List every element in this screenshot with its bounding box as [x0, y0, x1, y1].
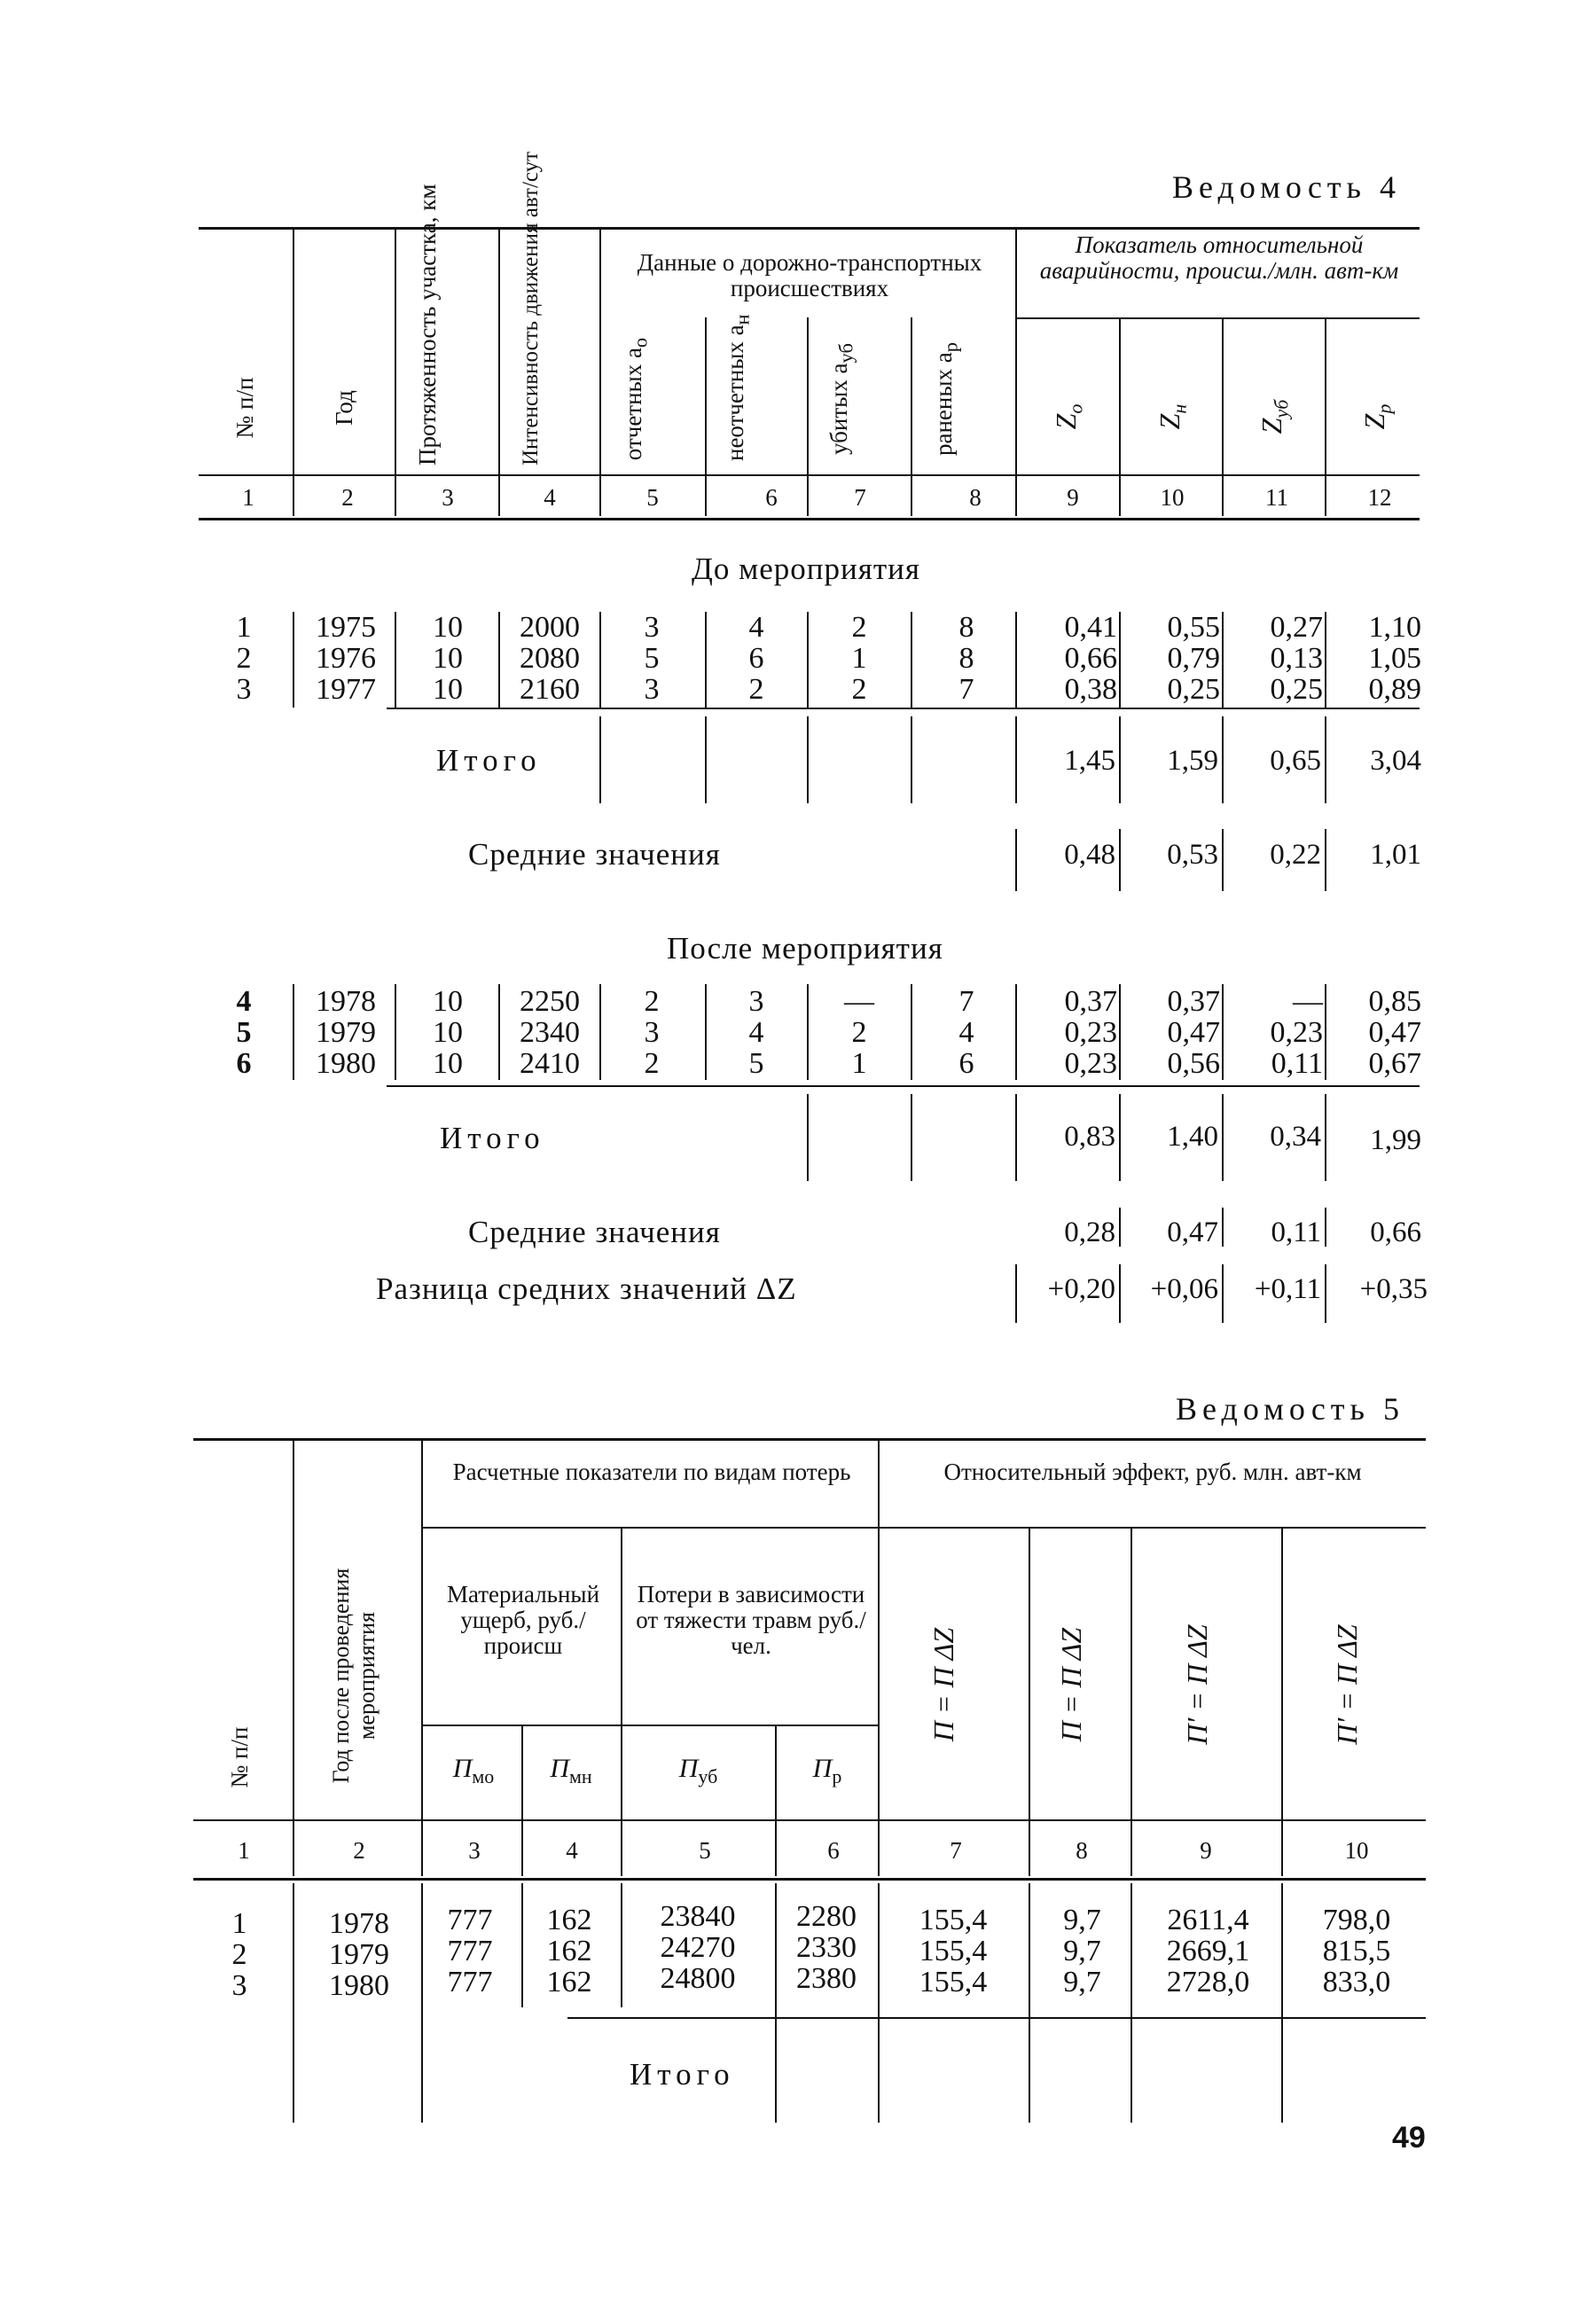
- cell: 8: [958, 642, 974, 675]
- cell: 3: [748, 985, 764, 1018]
- v4-section-before: До мероприятия: [692, 551, 920, 586]
- v5-col-year-header: [328, 1538, 379, 1813]
- v5-col-pub-header: [625, 1754, 771, 1788]
- cell: 0,79: [1167, 642, 1220, 675]
- cell: —: [1293, 985, 1323, 1018]
- cell: 24800: [660, 1962, 736, 1995]
- v4-title: Ведомость 4: [1172, 169, 1401, 205]
- v4-col-z0-sub: o: [1064, 403, 1087, 414]
- cell: 777: [447, 1935, 493, 1967]
- cell: 1: [851, 1047, 867, 1080]
- v4-after-avg-z0: 0,28: [1064, 1216, 1115, 1248]
- cell: 4: [236, 985, 252, 1018]
- v4-after-total-zr: 1,99: [1370, 1124, 1421, 1156]
- v4-before-total-label: Итого: [436, 743, 542, 778]
- v4-before-avg-label: Средние значения: [468, 837, 721, 872]
- cell: 5: [748, 1047, 764, 1080]
- v5-col-pmo-text: П: [452, 1754, 473, 1783]
- v4-col-zub-text: Z: [1256, 418, 1287, 434]
- v5-col-year-text: Год после проведения мероприятия: [328, 1568, 379, 1784]
- cell: 0,55: [1167, 611, 1220, 644]
- cell: 1975: [316, 611, 376, 644]
- cell: 6: [958, 1047, 974, 1080]
- v5-col-pmo-sub: мо: [472, 1765, 495, 1787]
- cell: 2410: [520, 1047, 580, 1080]
- cell: 0,25: [1270, 673, 1323, 706]
- cell: 7: [958, 985, 974, 1018]
- v4-colnum: 2: [341, 484, 354, 511]
- cell: 2: [748, 673, 764, 706]
- cell: 0,56: [1167, 1047, 1220, 1080]
- cell: 5: [644, 642, 660, 675]
- v4-col-zr-sub: р: [1373, 403, 1396, 414]
- cell: 1979: [329, 1938, 389, 1971]
- v5-group-eff-header: Относительный эффект, руб. млн. авт-км: [943, 1459, 1362, 1485]
- v4-colnum: 5: [646, 484, 659, 511]
- cell: 10: [433, 611, 463, 644]
- v4-after-avg-zub: 0,11: [1271, 1216, 1321, 1248]
- v4-after-total-label: Итого: [440, 1121, 545, 1155]
- cell: 155,4: [919, 1966, 988, 1998]
- v5-colnum: 6: [827, 1837, 840, 1864]
- cell: 1977: [316, 673, 376, 706]
- v4-group-dtp-header: Данные о дорожно-транспортных происшествиях: [637, 249, 982, 301]
- v5-col-n-header: № п/п: [226, 1726, 253, 1788]
- v4-col-aub-sub: уб: [834, 343, 857, 364]
- cell: 0,27: [1270, 611, 1323, 644]
- cell: 10: [433, 985, 463, 1018]
- cell: 9,7: [1063, 1904, 1101, 1936]
- v5-colnum: 8: [1076, 1837, 1088, 1864]
- cell: 155,4: [919, 1904, 988, 1936]
- cell: 4: [748, 1016, 764, 1049]
- cell: 1: [231, 1907, 247, 1940]
- v5-col-pmn-text: П: [550, 1754, 569, 1783]
- v4-diff-z0: +0,20: [1047, 1273, 1115, 1305]
- cell: 0,47: [1368, 1016, 1421, 1049]
- v5-col-e4-header: П′ = П ΔZ: [1331, 1624, 1363, 1745]
- v4-colnum: 7: [854, 484, 866, 511]
- v5-loss-header: Потери в зависимости от тяжести травм руб./чел.: [636, 1581, 866, 1659]
- cell: 2611,4: [1167, 1904, 1249, 1936]
- cell: 10: [433, 1016, 463, 1049]
- v4-colnum: 4: [544, 484, 556, 511]
- v5-colnum: 3: [468, 1837, 481, 1864]
- cell: 2340: [520, 1016, 580, 1049]
- v4-col-an-text: неотчетных a: [722, 325, 748, 461]
- cell: 0,89: [1368, 673, 1421, 706]
- v5-colnum: 1: [238, 1837, 250, 1864]
- cell: 3: [644, 611, 660, 644]
- cell: 1978: [329, 1907, 389, 1940]
- v4-col-a0-text: отчетных a: [620, 348, 646, 461]
- cell: 777: [447, 1966, 493, 1998]
- v4-colnum: 10: [1160, 484, 1185, 511]
- v4-before-avg-zr: 1,01: [1370, 839, 1421, 871]
- v5-col-e1-header: П = П ΔZ: [927, 1627, 959, 1742]
- v4-colnum: 12: [1367, 484, 1392, 511]
- cell: 2330: [796, 1931, 857, 1964]
- cell: 2: [644, 985, 660, 1018]
- cell: 2: [644, 1047, 660, 1080]
- v5-total-label: Итого: [630, 2057, 735, 2092]
- cell: 0,85: [1368, 985, 1421, 1018]
- v4-before-total-zn: 1,59: [1167, 745, 1218, 777]
- v5-col-pub-text: П: [678, 1754, 699, 1783]
- v4-col-length-header: [414, 184, 441, 465]
- cell: 777: [447, 1904, 493, 1936]
- cell: 2: [851, 1016, 867, 1049]
- v5-title: Ведомость 5: [1176, 1391, 1404, 1427]
- cell: 2728,0: [1166, 1966, 1250, 1998]
- v4-colnum: 11: [1265, 484, 1288, 511]
- cell: 2280: [796, 1900, 857, 1933]
- v4-colnum: 3: [442, 484, 454, 511]
- v4-col-z0-text: Z: [1050, 413, 1082, 430]
- v5-col-e3-header: П′ = П ΔZ: [1181, 1624, 1213, 1745]
- cell: 1980: [329, 1969, 389, 2002]
- v4-before-avg-zn: 0,53: [1167, 839, 1218, 871]
- v4-colnum: 6: [765, 484, 778, 511]
- cell: 0,37: [1064, 985, 1117, 1018]
- v4-col-a0-sub: o: [629, 337, 652, 348]
- v5-colnum: 7: [950, 1837, 962, 1864]
- v4-diff-label: Разница средних значений ΔZ: [376, 1271, 797, 1306]
- cell: 0,13: [1270, 642, 1323, 675]
- cell: 0,67: [1368, 1047, 1421, 1080]
- cell: 1976: [316, 642, 376, 675]
- v4-col-zn-header: [1154, 377, 1192, 457]
- v5-colnum: 2: [353, 1837, 365, 1864]
- v4-col-aub-text: убитых a: [825, 363, 852, 455]
- v4-after-avg-label: Средние значения: [468, 1215, 721, 1249]
- v4-after-total-zub: 0,34: [1270, 1121, 1321, 1153]
- cell: 798,0: [1322, 1904, 1391, 1936]
- v4-col-ar-header: [931, 337, 963, 461]
- cell: 2380: [796, 1962, 857, 1995]
- v4-before-total-zr: 3,04: [1370, 745, 1421, 777]
- cell: 2000: [520, 611, 580, 644]
- v5-col-pr-header: [778, 1754, 876, 1788]
- cell: 9,7: [1063, 1935, 1101, 1967]
- cell: 2: [236, 642, 252, 675]
- cell: 2250: [520, 985, 580, 1018]
- v5-colnum: 9: [1200, 1837, 1212, 1864]
- v5-group-calc-header: Расчетные показатели по видам потерь: [452, 1459, 851, 1485]
- v5-col-pr-text: П: [812, 1754, 833, 1783]
- cell: 162: [546, 1966, 592, 1998]
- v4-col-a0-header: [621, 337, 653, 461]
- v4-col-ar-sub: р: [939, 342, 962, 353]
- cell: 4: [748, 611, 764, 644]
- v4-col-year-header: Год: [331, 390, 357, 426]
- cell: 23840: [660, 1900, 736, 1933]
- v4-col-intensity-header: [518, 151, 544, 465]
- v4-col-z0-header: [1050, 377, 1088, 457]
- v4-section-after: После мероприятия: [667, 931, 943, 966]
- v4-diff-zn: +0,06: [1150, 1273, 1218, 1305]
- v4-after-total-z0: 0,83: [1064, 1121, 1115, 1153]
- cell: 0,66: [1064, 642, 1117, 675]
- cell: 0,37: [1167, 985, 1220, 1018]
- cell: 2669,1: [1166, 1935, 1250, 1967]
- v4-col-aub-header: [826, 337, 858, 461]
- cell: 6: [236, 1047, 252, 1080]
- cell: 1,10: [1368, 611, 1421, 644]
- v4-before-avg-zub: 0,22: [1270, 839, 1321, 871]
- v5-col-pub-sub: уб: [698, 1765, 718, 1787]
- v4-group-index-header: Показатель относительной аварийности, происш./млн. авт-км: [1039, 231, 1399, 284]
- v5-colnum: 5: [699, 1837, 711, 1864]
- cell: 2160: [520, 673, 580, 706]
- v5-col-e2-header: П = П ΔZ: [1055, 1627, 1087, 1742]
- cell: 8: [958, 611, 974, 644]
- v4-col-zub-header: [1256, 377, 1294, 457]
- v4-col-zub-sub: уб: [1270, 399, 1293, 418]
- cell: 9,7: [1063, 1966, 1101, 1998]
- v4-diff-zub: +0,11: [1254, 1273, 1321, 1305]
- cell: 7: [958, 673, 974, 706]
- cell: 3: [231, 1969, 247, 2002]
- cell: 0,41: [1064, 611, 1117, 644]
- cell: 1979: [316, 1016, 376, 1049]
- v4-after-avg-zn: 0,47: [1167, 1216, 1218, 1248]
- cell: 6: [748, 642, 764, 675]
- cell: 4: [958, 1016, 974, 1049]
- cell: 5: [236, 1016, 252, 1049]
- cell: 0,23: [1270, 1016, 1323, 1049]
- v4-diff-zr: +0,35: [1359, 1273, 1428, 1305]
- v5-col-pmn-header: [525, 1754, 617, 1788]
- cell: 0,38: [1064, 673, 1117, 706]
- cell: 155,4: [919, 1935, 988, 1967]
- cell: 815,5: [1322, 1935, 1391, 1967]
- cell: 2: [231, 1938, 247, 1971]
- v4-col-an-sub: н: [731, 314, 754, 325]
- cell: 162: [546, 1935, 592, 1967]
- cell: 1978: [316, 985, 376, 1018]
- cell: 162: [546, 1904, 592, 1936]
- cell: 833,0: [1322, 1966, 1391, 1998]
- cell: 3: [236, 673, 252, 706]
- cell: 2080: [520, 642, 580, 675]
- v4-col-zr-text: Z: [1358, 413, 1390, 430]
- v5-col-pr-sub: р: [832, 1765, 842, 1787]
- cell: 10: [433, 1047, 463, 1080]
- cell: 1980: [316, 1047, 376, 1080]
- v4-col-intensity-text: Интенсивность движения авт/сут: [519, 151, 543, 465]
- v4-col-zn-text: Z: [1154, 413, 1185, 430]
- v4-col-zn-sub: н: [1168, 403, 1191, 414]
- cell: 0,11: [1271, 1047, 1323, 1080]
- v4-col-length-text: Протяженность участка, км: [414, 184, 441, 465]
- cell: 0,23: [1064, 1047, 1117, 1080]
- v4-colnum: 8: [969, 484, 982, 511]
- v4-col-n-header: № п/п: [231, 377, 258, 439]
- cell: 0,25: [1167, 673, 1220, 706]
- cell: 1,05: [1368, 642, 1421, 675]
- cell: 10: [433, 673, 463, 706]
- v4-after-total-zn: 1,40: [1167, 1121, 1218, 1153]
- v4-col-zr-header: [1358, 377, 1396, 457]
- v4-before-avg-z0: 0,48: [1064, 839, 1115, 871]
- v4-before-total-zub: 0,65: [1270, 745, 1321, 777]
- cell: 10: [433, 642, 463, 675]
- v4-colnum: 1: [242, 484, 254, 511]
- cell: 3: [644, 673, 660, 706]
- v4-col-an-header: [722, 314, 755, 461]
- v5-col-pmo-header: [427, 1754, 520, 1788]
- v4-after-avg-zr: 0,66: [1370, 1216, 1421, 1248]
- page-number: 49: [1392, 2121, 1426, 2155]
- cell: 3: [644, 1016, 660, 1049]
- cell: 1: [236, 611, 252, 644]
- v5-colnum: 10: [1344, 1837, 1369, 1864]
- cell: 2: [851, 673, 867, 706]
- v5-col-pmn-sub: мн: [568, 1765, 592, 1787]
- cell: 2: [851, 611, 867, 644]
- v4-before-total-z0: 1,45: [1064, 745, 1115, 777]
- cell: 0,23: [1064, 1016, 1117, 1049]
- v5-colnum: 4: [566, 1837, 578, 1864]
- cell: 1: [851, 642, 867, 675]
- cell: —: [844, 985, 874, 1018]
- v4-colnum: 9: [1067, 484, 1079, 511]
- v5-mat-header: Материальный ущерб, руб./происш: [446, 1581, 600, 1659]
- v4-col-ar-text: раненых a: [930, 352, 957, 456]
- cell: 0,47: [1167, 1016, 1220, 1049]
- cell: 24270: [660, 1931, 736, 1964]
